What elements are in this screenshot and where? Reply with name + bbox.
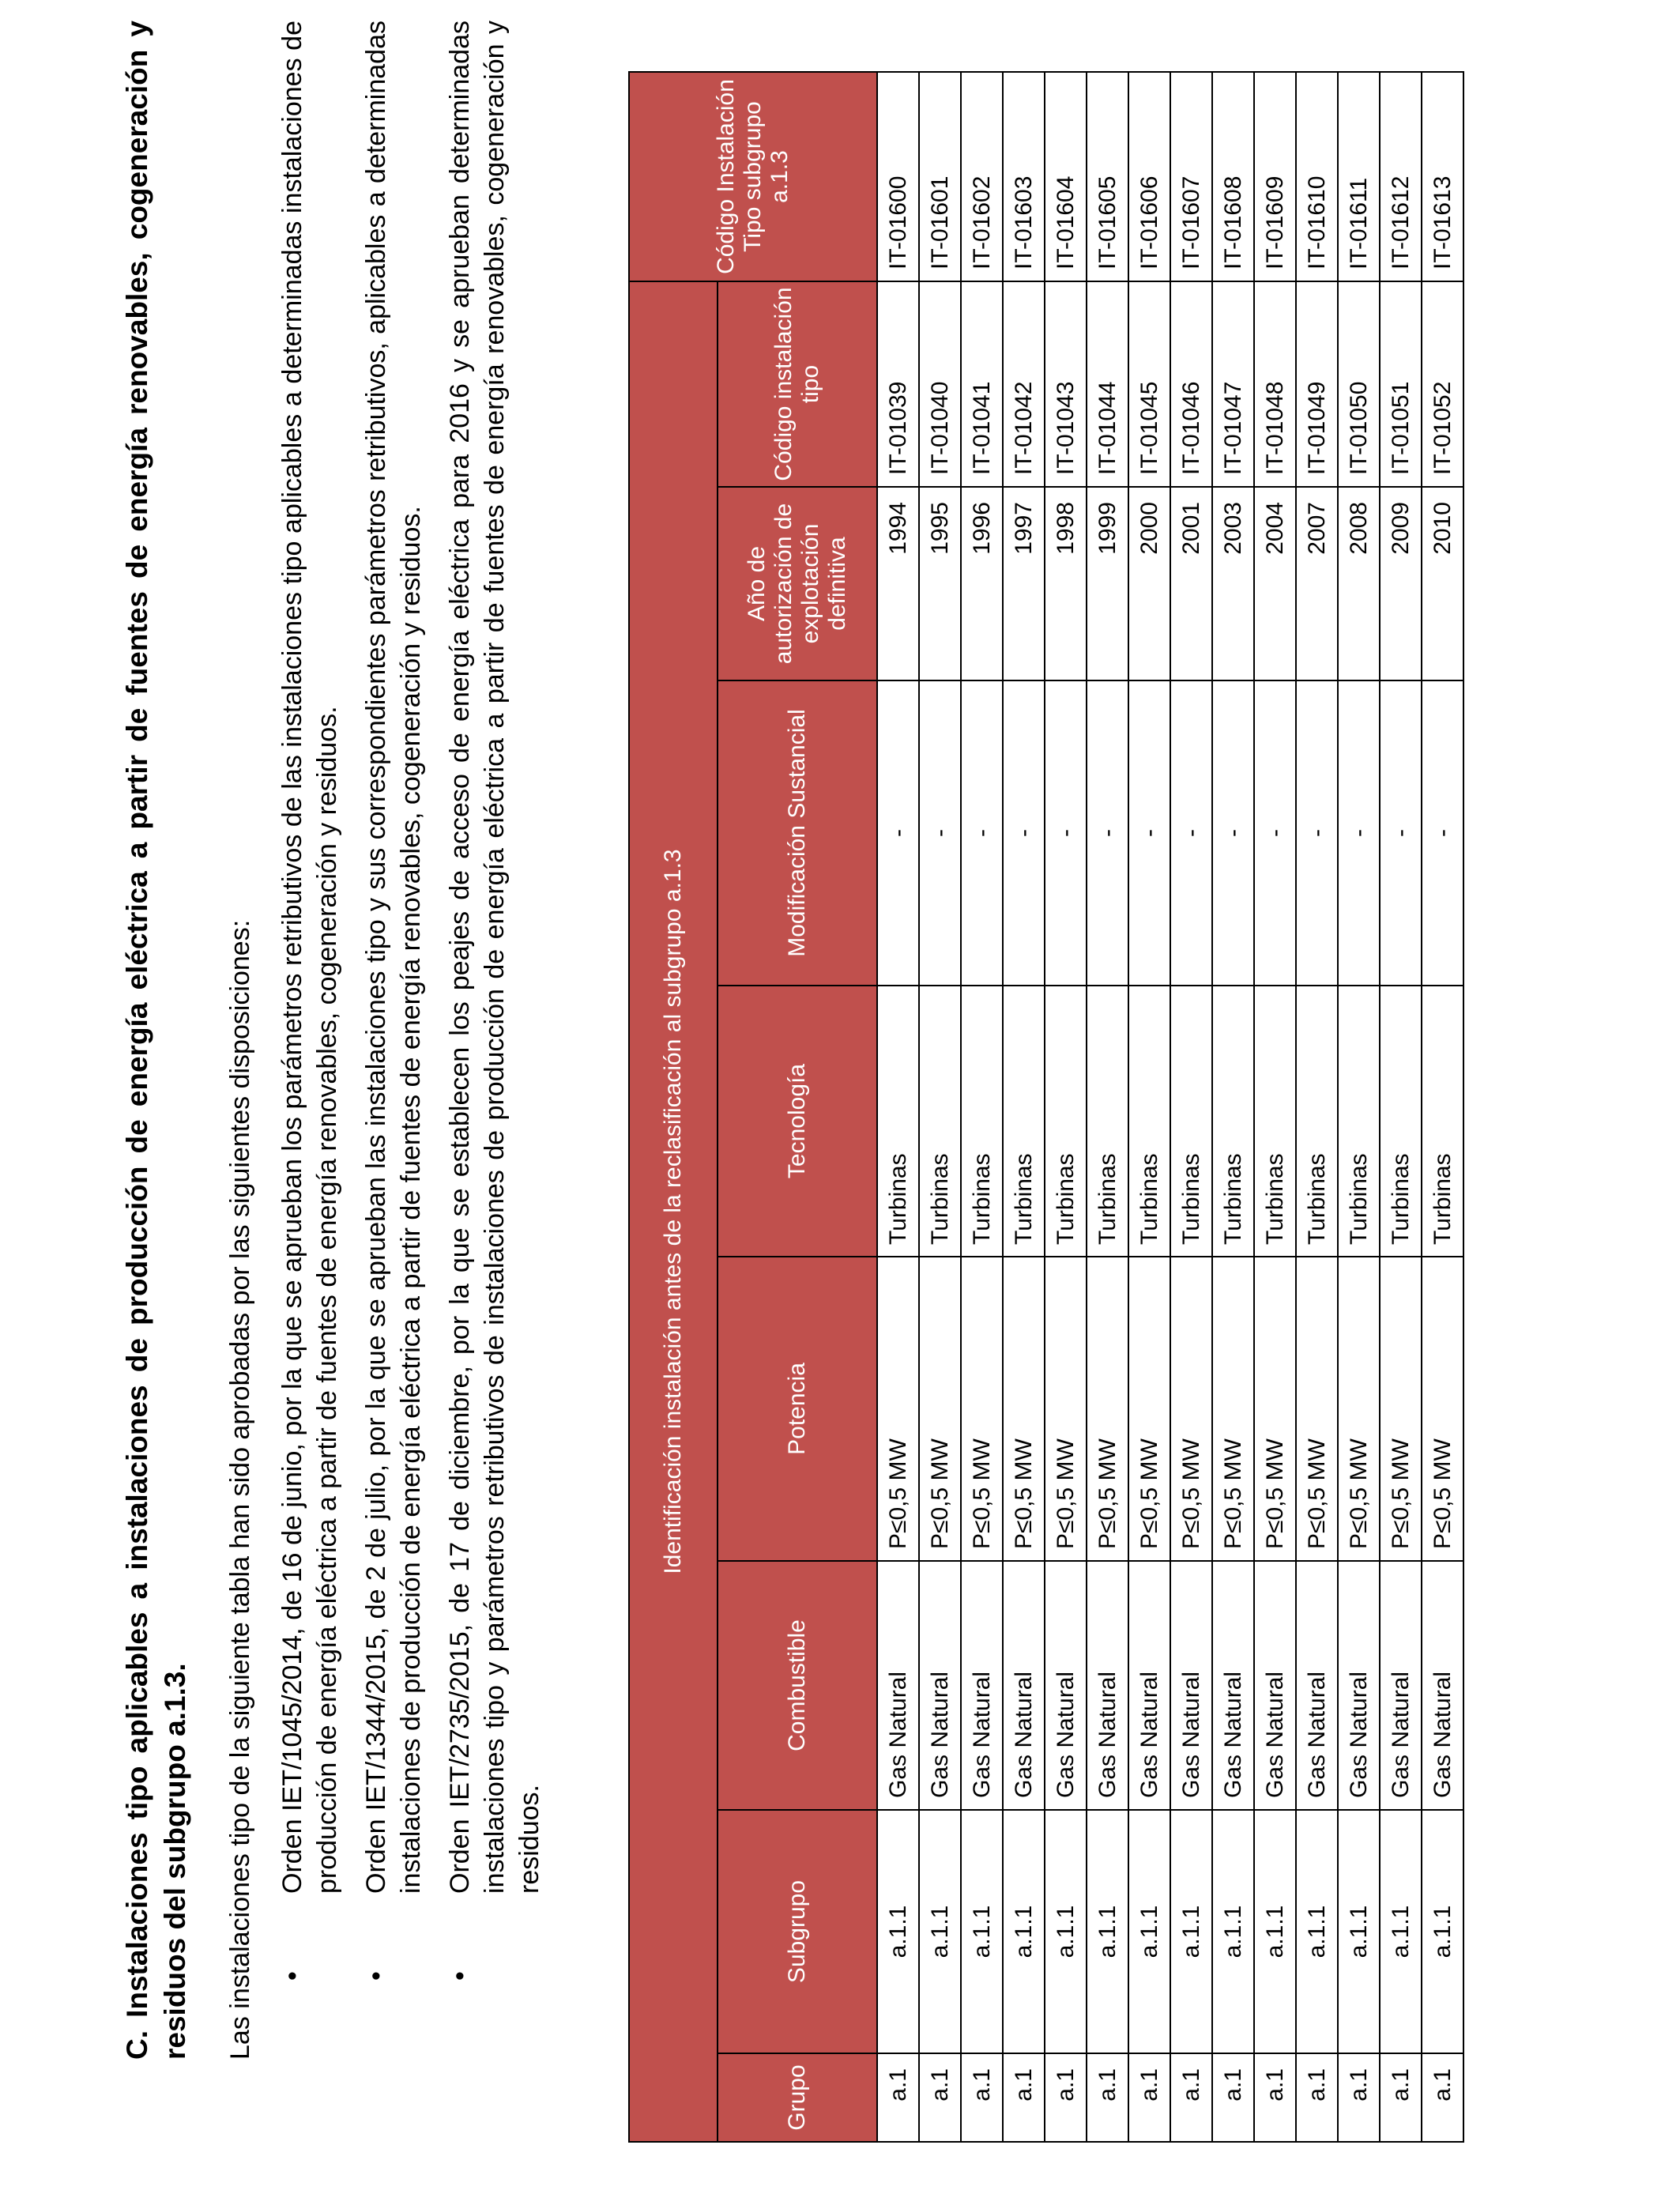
cell-anio: 1996 xyxy=(961,487,1003,680)
cell-subgrupo: a.1.1 xyxy=(919,1810,961,2053)
col-header-tecnologia: Tecnología xyxy=(718,986,877,1257)
cell-tecnologia: Turbinas xyxy=(1003,986,1045,1257)
table-header-row-columns xyxy=(718,72,877,2142)
cell-potencia: P≤0,5 MW xyxy=(1338,1257,1380,1561)
bullet-icon: • xyxy=(445,1971,475,1981)
table-row xyxy=(1212,72,1254,2142)
cell-codigo-tipo: IT-01052 xyxy=(1422,281,1463,487)
cell-modificacion: - xyxy=(1087,680,1128,986)
col-header-subgrupo: Subgrupo xyxy=(718,1810,877,2053)
cell-combustible: Gas Natural xyxy=(1003,1561,1045,1810)
cell-modificacion: - xyxy=(1212,680,1254,986)
table-row xyxy=(1422,72,1463,2142)
cell-subgrupo: a.1.1 xyxy=(1170,1810,1212,2053)
col-header-grupo: Grupo xyxy=(718,2053,877,2142)
cell-anio: 2000 xyxy=(1128,487,1170,680)
cell-anio: 1994 xyxy=(877,487,919,680)
cell-subgrupo: a.1.1 xyxy=(1296,1810,1338,2053)
group-header: Identificación instalación antes de la reclasificación al subgrupo a.1.3 xyxy=(629,281,718,2142)
disposition-item xyxy=(275,21,345,2060)
cell-codigo-a13: IT-01605 xyxy=(1087,72,1128,281)
table-row xyxy=(1003,72,1045,2142)
cell-anio: 2007 xyxy=(1296,487,1338,680)
cell-tecnologia: Turbinas xyxy=(1254,986,1296,1257)
cell-anio: 1999 xyxy=(1087,487,1128,680)
col-header-potencia: Potencia xyxy=(718,1257,877,1561)
cell-codigo-tipo: IT-01039 xyxy=(877,281,919,487)
cell-codigo-a13: IT-01609 xyxy=(1254,72,1296,281)
cell-subgrupo: a.1.1 xyxy=(877,1810,919,2053)
table-row xyxy=(1254,72,1296,2142)
cell-modificacion: - xyxy=(877,680,919,986)
cell-combustible: Gas Natural xyxy=(961,1561,1003,1810)
cell-grupo: a.1 xyxy=(1212,2053,1254,2142)
cell-modificacion: - xyxy=(1045,680,1087,986)
cell-codigo-a13: IT-01606 xyxy=(1128,72,1170,281)
cell-potencia: P≤0,5 MW xyxy=(877,1257,919,1561)
cell-combustible: Gas Natural xyxy=(919,1561,961,1810)
cell-subgrupo: a.1.1 xyxy=(1422,1810,1463,2053)
cell-potencia: P≤0,5 MW xyxy=(1380,1257,1422,1561)
cell-grupo: a.1 xyxy=(877,2053,919,2142)
table-row xyxy=(1380,72,1422,2142)
cell-subgrupo: a.1.1 xyxy=(961,1810,1003,2053)
cell-codigo-tipo: IT-01043 xyxy=(1045,281,1087,487)
cell-anio: 2004 xyxy=(1254,487,1296,680)
cell-tecnologia: Turbinas xyxy=(1128,986,1170,1257)
cell-potencia: P≤0,5 MW xyxy=(1296,1257,1338,1561)
cell-codigo-tipo: IT-01047 xyxy=(1212,281,1254,487)
col-header-codigo-a13: Código Instalación Tipo subgrupo a.1.3 xyxy=(629,72,877,281)
cell-grupo: a.1 xyxy=(1422,2053,1463,2142)
cell-anio: 1995 xyxy=(919,487,961,680)
cell-codigo-a13: IT-01600 xyxy=(877,72,919,281)
cell-grupo: a.1 xyxy=(1254,2053,1296,2142)
cell-codigo-a13: IT-01608 xyxy=(1212,72,1254,281)
cell-combustible: Gas Natural xyxy=(1128,1561,1170,1810)
cell-potencia: P≤0,5 MW xyxy=(1003,1257,1045,1561)
cell-subgrupo: a.1.1 xyxy=(1380,1810,1422,2053)
cell-anio: 1998 xyxy=(1045,487,1087,680)
cell-combustible: Gas Natural xyxy=(1296,1561,1338,1810)
table-container xyxy=(628,71,1464,2143)
cell-modificacion: - xyxy=(961,680,1003,986)
cell-tecnologia: Turbinas xyxy=(961,986,1003,1257)
cell-modificacion: - xyxy=(1003,680,1045,986)
col-header-codigo-tipo: Código instalación tipo xyxy=(718,281,877,487)
cell-tecnologia: Turbinas xyxy=(1170,986,1212,1257)
col-header-combustible: Combustible xyxy=(718,1561,877,1810)
disposition-item xyxy=(359,21,428,2060)
cell-potencia: P≤0,5 MW xyxy=(961,1257,1003,1561)
cell-tecnologia: Turbinas xyxy=(877,986,919,1257)
cell-grupo: a.1 xyxy=(1296,2053,1338,2142)
cell-anio: 2001 xyxy=(1170,487,1212,680)
cell-codigo-tipo: IT-01040 xyxy=(919,281,961,487)
cell-codigo-tipo: IT-01041 xyxy=(961,281,1003,487)
disposition-item xyxy=(443,21,547,2060)
cell-anio: 2010 xyxy=(1422,487,1463,680)
cell-tecnologia: Turbinas xyxy=(1296,986,1338,1257)
disposition-text: Orden IET/1045/2014, de 16 de junio, por la que se aprueban los parámetros retributivos de las instalaciones tipo aplicables a determinadas instalaciones de producción de energía eléctrica a partir de fuentes de energía renovables, cogeneración y residuos. xyxy=(277,21,342,1894)
cell-tecnologia: Turbinas xyxy=(1212,986,1254,1257)
disposition-text: Orden IET/2735/2015, de 17 de diciembre, por la que se establecen los peajes de acceso de energía eléctrica para 2016 y se aprueban determinadas instalaciones tipo y parámetros retributivos de instalaciones de producción de energía eléctrica a partir de fuentes de energía renovables, cogeneración y residuos. xyxy=(445,21,544,1894)
cell-grupo: a.1 xyxy=(1380,2053,1422,2142)
cell-grupo: a.1 xyxy=(919,2053,961,2142)
cell-anio: 2009 xyxy=(1380,487,1422,680)
cell-codigo-tipo: IT-01044 xyxy=(1087,281,1128,487)
cell-grupo: a.1 xyxy=(1003,2053,1045,2142)
cell-codigo-tipo: IT-01042 xyxy=(1003,281,1045,487)
table-row xyxy=(1128,72,1170,2142)
dispositions-list xyxy=(275,21,561,2060)
bullet-icon: • xyxy=(277,1971,307,1981)
cell-codigo-a13: IT-01613 xyxy=(1422,72,1463,281)
cell-tecnologia: Turbinas xyxy=(1422,986,1463,1257)
cell-modificacion: - xyxy=(1422,680,1463,986)
cell-tecnologia: Turbinas xyxy=(1380,986,1422,1257)
cell-tecnologia: Turbinas xyxy=(1045,986,1087,1257)
cell-potencia: P≤0,5 MW xyxy=(1170,1257,1212,1561)
cell-subgrupo: a.1.1 xyxy=(1338,1810,1380,2053)
cell-grupo: a.1 xyxy=(1128,2053,1170,2142)
section-intro: Las instalaciones tipo de la siguiente tabla han sido aprobadas por las siguientes disposiciones: xyxy=(225,919,255,2060)
cell-grupo: a.1 xyxy=(1170,2053,1212,2142)
cell-combustible: Gas Natural xyxy=(1212,1561,1254,1810)
cell-codigo-a13: IT-01604 xyxy=(1045,72,1087,281)
cell-modificacion: - xyxy=(1128,680,1170,986)
cell-codigo-a13: IT-01611 xyxy=(1338,72,1380,281)
cell-grupo: a.1 xyxy=(1338,2053,1380,2142)
cell-potencia: P≤0,5 MW xyxy=(919,1257,961,1561)
section-heading: C. Instalaciones tipo aplicables a instalaciones de producción de energía eléctrica a partir de fuentes de energía renovables, cogeneración y residuos del subgrupo a.1.3. xyxy=(121,21,191,2060)
cell-modificacion: - xyxy=(1380,680,1422,986)
table-body xyxy=(877,72,1463,2142)
cell-combustible: Gas Natural xyxy=(1087,1561,1128,1810)
col-header-anio: Año de autorización de explotación definitiva xyxy=(718,487,877,680)
cell-subgrupo: a.1.1 xyxy=(1045,1810,1087,2053)
disposition-text: Orden IET/1344/2015, de 2 de julio, por la que se aprueban las instalaciones tipo y sus correspondientes parámetros retributivos, aplicables a determinadas instalaciones de producción de energía eléctrica a partir de fuentes de energía renovables, cogeneración y residuos. xyxy=(361,21,426,1894)
cell-anio: 2008 xyxy=(1338,487,1380,680)
cell-subgrupo: a.1.1 xyxy=(1003,1810,1045,2053)
table-row xyxy=(877,72,919,2142)
cell-codigo-a13: IT-01602 xyxy=(961,72,1003,281)
cell-tecnologia: Turbinas xyxy=(919,986,961,1257)
cell-codigo-a13: IT-01607 xyxy=(1170,72,1212,281)
cell-combustible: Gas Natural xyxy=(1045,1561,1087,1810)
cell-modificacion: - xyxy=(919,680,961,986)
cell-codigo-tipo: IT-01045 xyxy=(1128,281,1170,487)
table-row xyxy=(961,72,1003,2142)
table-row xyxy=(919,72,961,2142)
table-row xyxy=(1338,72,1380,2142)
cell-grupo: a.1 xyxy=(1087,2053,1128,2142)
cell-codigo-a13: IT-01610 xyxy=(1296,72,1338,281)
cell-combustible: Gas Natural xyxy=(1338,1561,1380,1810)
cell-subgrupo: a.1.1 xyxy=(1212,1810,1254,2053)
cell-subgrupo: a.1.1 xyxy=(1087,1810,1128,2053)
cell-modificacion: - xyxy=(1338,680,1380,986)
cell-tecnologia: Turbinas xyxy=(1338,986,1380,1257)
cell-codigo-a13: IT-01601 xyxy=(919,72,961,281)
cell-codigo-tipo: IT-01049 xyxy=(1296,281,1338,487)
cell-anio: 1997 xyxy=(1003,487,1045,680)
cell-potencia: P≤0,5 MW xyxy=(1422,1257,1463,1561)
cell-grupo: a.1 xyxy=(1045,2053,1087,2142)
cell-tecnologia: Turbinas xyxy=(1087,986,1128,1257)
cell-combustible: Gas Natural xyxy=(1380,1561,1422,1810)
cell-subgrupo: a.1.1 xyxy=(1254,1810,1296,2053)
bullet-icon: • xyxy=(361,1971,391,1981)
cell-codigo-a13: IT-01612 xyxy=(1380,72,1422,281)
cell-codigo-a13: IT-01603 xyxy=(1003,72,1045,281)
cell-codigo-tipo: IT-01050 xyxy=(1338,281,1380,487)
cell-codigo-tipo: IT-01048 xyxy=(1254,281,1296,487)
table-header-row-top xyxy=(629,72,718,2142)
table-row xyxy=(1045,72,1087,2142)
installations-table xyxy=(628,71,1464,2143)
table-row xyxy=(1296,72,1338,2142)
table-row xyxy=(1170,72,1212,2142)
cell-modificacion: - xyxy=(1170,680,1212,986)
cell-potencia: P≤0,5 MW xyxy=(1128,1257,1170,1561)
cell-modificacion: - xyxy=(1254,680,1296,986)
cell-potencia: P≤0,5 MW xyxy=(1254,1257,1296,1561)
cell-modificacion: - xyxy=(1296,680,1338,986)
cell-potencia: P≤0,5 MW xyxy=(1087,1257,1128,1561)
cell-anio: 2003 xyxy=(1212,487,1254,680)
cell-subgrupo: a.1.1 xyxy=(1128,1810,1170,2053)
cell-codigo-tipo: IT-01046 xyxy=(1170,281,1212,487)
table-row xyxy=(1087,72,1128,2142)
cell-grupo: a.1 xyxy=(961,2053,1003,2142)
cell-potencia: P≤0,5 MW xyxy=(1212,1257,1254,1561)
cell-potencia: P≤0,5 MW xyxy=(1045,1257,1087,1561)
cell-combustible: Gas Natural xyxy=(1254,1561,1296,1810)
cell-codigo-tipo: IT-01051 xyxy=(1380,281,1422,487)
col-header-modificacion: Modificación Sustancial xyxy=(718,680,877,986)
cell-combustible: Gas Natural xyxy=(877,1561,919,1810)
cell-combustible: Gas Natural xyxy=(1170,1561,1212,1810)
cell-combustible: Gas Natural xyxy=(1422,1561,1463,1810)
